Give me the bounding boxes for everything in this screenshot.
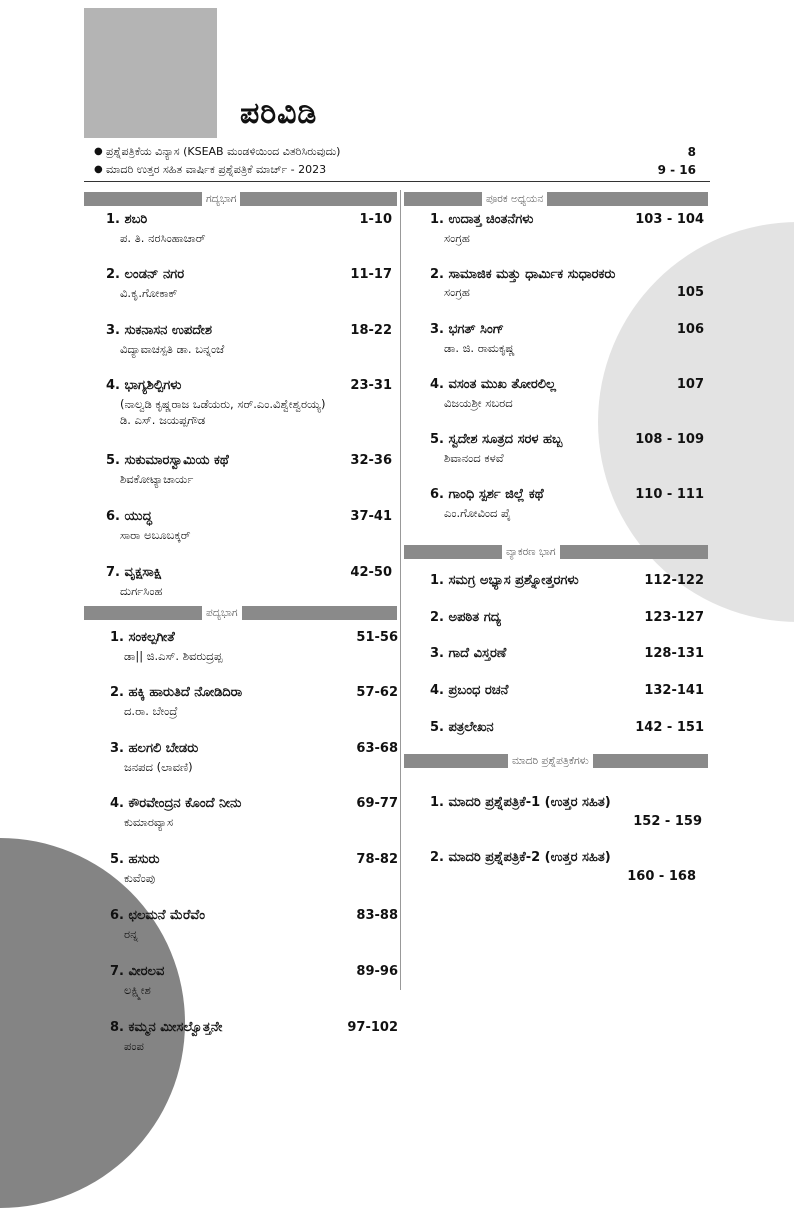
toc-entry[interactable] — [430, 322, 704, 356]
section-bar — [404, 545, 502, 559]
entry-pages: 142 - 151 — [635, 720, 704, 735]
toc-entry[interactable] — [110, 852, 398, 886]
entry-pages: 132-141 — [644, 683, 704, 698]
section-header-gadya — [84, 192, 397, 206]
section-header-poorak — [404, 192, 708, 206]
section-bar — [242, 606, 397, 620]
entry-title: 1. ಮಾದರಿ ಪ್ರಶ್ನೆಪತ್ರಿಕೆ-1 (ಉತ್ತರ ಸಹಿತ) — [430, 795, 611, 810]
entry-author: ಪ. ತಿ. ನರಸಿಂಹಾಚಾರ್ — [120, 231, 206, 245]
entry-title: 8. ಕಮ್ಮನ ಮೀಸಲ್ವೊತ್ತನೇ — [110, 1020, 223, 1035]
divider — [84, 181, 710, 182]
entry-author: ಸಂಗ್ರಹ — [444, 231, 470, 245]
toc-entry[interactable] — [430, 377, 704, 411]
entry-title: 3. ಸುಕನಾಸನ ಉಪದೇಶ — [106, 323, 213, 338]
entry-title: 4. ಭಾಗ್ಯಶಿಲ್ಪಿಗಳು — [106, 378, 182, 393]
section-label: ವ್ಯಾಕರಣ ಭಾಗ — [502, 546, 560, 559]
entry-title: 1. ಸಂಕಲ್ಪಗೀತೆ — [110, 630, 175, 645]
entry-title: 2. ಲಂಡನ್ ನಗರ — [106, 267, 185, 282]
entry-author: ಸಾರಾ ಅಬೂಬಕ್ಕರ್ — [120, 528, 191, 542]
entry-title: 2. ಮಾದರಿ ಪ್ರಶ್ನೆಪತ್ರಿಕೆ-2 (ಉತ್ತರ ಸಹಿತ) — [430, 850, 611, 865]
toc-entry[interactable] — [430, 683, 704, 698]
entry-pages: 78-82 — [356, 852, 398, 867]
entry-author: ಡಾ. ಜಿ. ರಾಮಕೃಷ್ಣ — [444, 341, 515, 355]
toc-entry[interactable] — [106, 509, 392, 543]
bullet-icon: ● — [94, 164, 103, 175]
entry-pages: 106 — [676, 322, 704, 337]
entry-title: 1. ಸಮಗ್ರ ಅಭ್ಯಾಸ ಪ್ರಶ್ನೋತ್ತರಗಳು — [430, 573, 579, 588]
toc-entry[interactable] — [106, 323, 392, 357]
entry-pages: 97-102 — [347, 1020, 398, 1035]
section-bar — [240, 192, 397, 206]
entry-title: 5. ಸ್ವದೇಶ ಸೂತ್ರದ ಸರಳ ಹಬ್ಬ — [430, 432, 563, 447]
entry-pages: 105 — [676, 285, 704, 300]
entry-pages: 107 — [676, 377, 704, 392]
entry-pages: 42-50 — [350, 565, 392, 580]
section-label: ಮಾದರಿ ಪ್ರಶ್ನೆಪತ್ರಿಕೆಗಳು — [508, 755, 593, 768]
section-label: ಪದ್ಯಭಾಗ — [202, 607, 242, 620]
section-label: ಗದ್ಯಭಾಗ — [202, 193, 240, 206]
entry-author: ದುರ್ಗಸಿಂಹ — [120, 584, 163, 598]
entry-title: 1. ಶಬರಿ — [106, 212, 148, 227]
entry-title: 3. ಭಗತ್ ಸಿಂಗ್ — [430, 322, 504, 337]
toc-entry[interactable] — [430, 267, 704, 300]
intro-line[interactable] — [84, 161, 710, 179]
entry-pages: 112-122 — [644, 573, 704, 588]
toc-entry[interactable] — [106, 453, 392, 487]
intro-line-text: ಪ್ರಶ್ನೆಪತ್ರಿಕೆಯ ವಿನ್ಯಾಸ (KSEAB ಮಂಡಳಿಯಿಂದ ವಿತರಿಸಿರುವುದು) — [106, 145, 341, 158]
entry-pages: 123-127 — [644, 610, 704, 625]
entry-author: ದ.ರಾ. ಬೇಂದ್ರೆ — [124, 704, 178, 718]
entry-pages: 108 - 109 — [635, 432, 704, 447]
entry-title: 4. ಪ್ರಬಂಧ ರಚನೆ — [430, 683, 509, 698]
entry-title: 4. ಕೌರವೇಂದ್ರನ ಕೊಂದೆ ನೀನು — [110, 796, 242, 811]
entry-author: ಜನಪದ (ಲಾವಣಿ) — [124, 760, 193, 774]
entry-pages: 32-36 — [350, 453, 392, 468]
entry-title: 3. ಹಲಗಲಿ ಬೇಡರು — [110, 741, 199, 756]
entry-author-note: (ನಾಲ್ವಡಿ ಕೃಷ್ಣರಾಜ ಒಡೆಯರು, ಸರ್.ಎಂ.ವಿಶ್ವೇಶ್ವರಯ್ಯ) — [120, 397, 326, 411]
toc-entry[interactable] — [106, 565, 392, 599]
toc-entry[interactable] — [430, 487, 704, 521]
entry-pages: 103 - 104 — [635, 212, 704, 227]
entry-title: 7. ವೃಕ್ಷಸಾಕ್ಷಿ — [106, 565, 162, 580]
entry-pages: 18-22 — [350, 323, 392, 338]
toc-entry[interactable] — [110, 741, 398, 775]
toc-entry[interactable] — [430, 850, 696, 884]
toc-entry[interactable] — [110, 630, 398, 664]
column-divider — [400, 190, 401, 990]
entry-pages: 89-96 — [356, 964, 398, 979]
intro-line-page: 9 - 16 — [657, 163, 696, 177]
entry-author: ಸಂಗ್ರಹ — [444, 285, 470, 299]
entry-pages: 69-77 — [356, 796, 398, 811]
entry-title: 1. ಉದಾತ್ತ ಚಿಂತನೆಗಳು — [430, 212, 534, 227]
entry-title: 6. ಗಾಂಧಿ ಸ್ಪರ್ಶ ಜಿಲ್ಲೆ ಕಥೆ — [430, 487, 544, 502]
toc-entry[interactable] — [110, 964, 398, 998]
entry-author: ವಿಜಯಶ್ರೀ ಸಬರದ — [444, 396, 513, 410]
toc-entry[interactable] — [430, 646, 704, 661]
entry-title: 5. ಪತ್ರಲೇಖನ — [430, 720, 494, 735]
entry-pages: 128-131 — [644, 646, 704, 661]
decorative-square — [84, 8, 217, 138]
entry-author: ಡಿ. ಎಸ್. ಜಯಪ್ಪಗೌಡ — [120, 413, 206, 427]
entry-title: 2. ಹಕ್ಕಿ ಹಾರುತಿದೆ ನೋಡಿದಿರಾ — [110, 685, 243, 700]
entry-author: ವಿ.ಕೃ.ಗೋಕಾಕ್ — [120, 286, 178, 300]
toc-entry[interactable] — [110, 796, 398, 830]
entry-pages: 57-62 — [356, 685, 398, 700]
section-bar — [593, 754, 708, 768]
entry-pages: 63-68 — [356, 741, 398, 756]
intro-list — [84, 143, 710, 179]
section-header-model — [404, 754, 708, 768]
toc-entry[interactable] — [430, 720, 704, 735]
entry-pages: 37-41 — [350, 509, 392, 524]
entry-pages: 11-17 — [350, 267, 392, 282]
entry-pages: 152 - 159 — [633, 814, 702, 829]
entry-author: ಶಿವಕೋಟ್ಯಾಚಾರ್ಯ — [120, 472, 194, 486]
toc-entry[interactable] — [106, 267, 392, 301]
entry-pages: 110 - 111 — [635, 487, 704, 502]
toc-entry[interactable] — [430, 573, 704, 588]
entry-pages: 23-31 — [350, 378, 392, 393]
intro-line[interactable] — [84, 143, 710, 161]
entry-author: ಪಂಪ — [124, 1039, 144, 1053]
entry-pages: 160 - 168 — [627, 869, 696, 884]
toc-entry[interactable] — [110, 1020, 398, 1054]
section-bar — [404, 192, 482, 206]
entry-title: 4. ವಸಂತ ಮುಖ ತೋರಲಿಲ್ಲ — [430, 377, 556, 392]
entry-pages: 83-88 — [356, 908, 398, 923]
intro-line-page: 8 — [687, 145, 696, 159]
entry-author: ಶಿವಾನಂದ ಕಳವೆ — [444, 451, 504, 465]
entry-title: 7. ವೀರಲವ — [110, 964, 165, 979]
section-header-padya — [84, 606, 397, 620]
section-header-vyakarana — [404, 545, 708, 559]
entry-title: 2. ಸಾಮಾಜಿಕ ಮತ್ತು ಧಾರ್ಮಿಕ ಸುಧಾರಕರು — [430, 267, 616, 282]
toc-entry[interactable] — [430, 212, 704, 246]
entry-title: 5. ಹಸುರು — [110, 852, 160, 867]
entry-author: ವಿದ್ಯಾವಾಚಸ್ಪತಿ ಡಾ. ಬನ್ನಂಜೆ — [120, 342, 225, 356]
toc-entry[interactable] — [430, 432, 704, 466]
toc-entry[interactable] — [106, 212, 392, 246]
toc-entry[interactable] — [430, 795, 702, 829]
entry-pages: 1-10 — [359, 212, 392, 227]
entry-author: ಡಾ|| ಜಿ.ಎಸ್. ಶಿವರುದ್ರಪ್ಪ — [124, 649, 223, 663]
entry-pages: 51-56 — [356, 630, 398, 645]
section-bar — [84, 192, 202, 206]
entry-title: 6. ಛಲಮನೆ ಮೆರೆವೆಂ — [110, 908, 205, 923]
entry-author: ಕುವೆಂಪು — [124, 871, 156, 885]
section-bar — [404, 754, 508, 768]
page-title: ಪರಿವಿಡಿ — [240, 96, 318, 131]
toc-entry[interactable] — [430, 610, 704, 625]
entry-author: ಎಂ.ಗೋವಿಂದ ಪೈ — [444, 506, 511, 520]
entry-title: 6. ಯುದ್ಧ — [106, 509, 153, 524]
section-bar — [84, 606, 202, 620]
section-bar — [560, 545, 708, 559]
entry-author: ಕುಮಾರವ್ಯಾಸ — [124, 815, 174, 829]
entry-author: ರನ್ನ — [124, 927, 139, 941]
entry-title: 5. ಸುಕುಮಾರಸ್ವಾಮಿಯ ಕಥೆ — [106, 453, 229, 468]
bullet-icon: ● — [94, 146, 103, 157]
section-label: ಪೂರಕ ಅಧ್ಯಯನ — [482, 193, 547, 206]
toc-entry[interactable] — [106, 378, 392, 428]
entry-title: 3. ಗಾದೆ ವಿಸ್ತರಣೆ — [430, 646, 507, 661]
toc-entry[interactable] — [110, 685, 398, 719]
toc-entry[interactable] — [110, 908, 398, 942]
entry-title: 2. ಅಪಠಿತ ಗದ್ಯ — [430, 610, 501, 625]
intro-line-text: ಮಾದರಿ ಉತ್ತರ ಸಹಿತ ವಾರ್ಷಿಕ ಪ್ರಶ್ನೆಪತ್ರಿಕೆ ಮಾರ್ಚ್ - 2023 — [106, 163, 327, 176]
entry-author: ಲಕ್ಷ್ಮೀಶ — [124, 983, 151, 997]
section-bar — [547, 192, 708, 206]
